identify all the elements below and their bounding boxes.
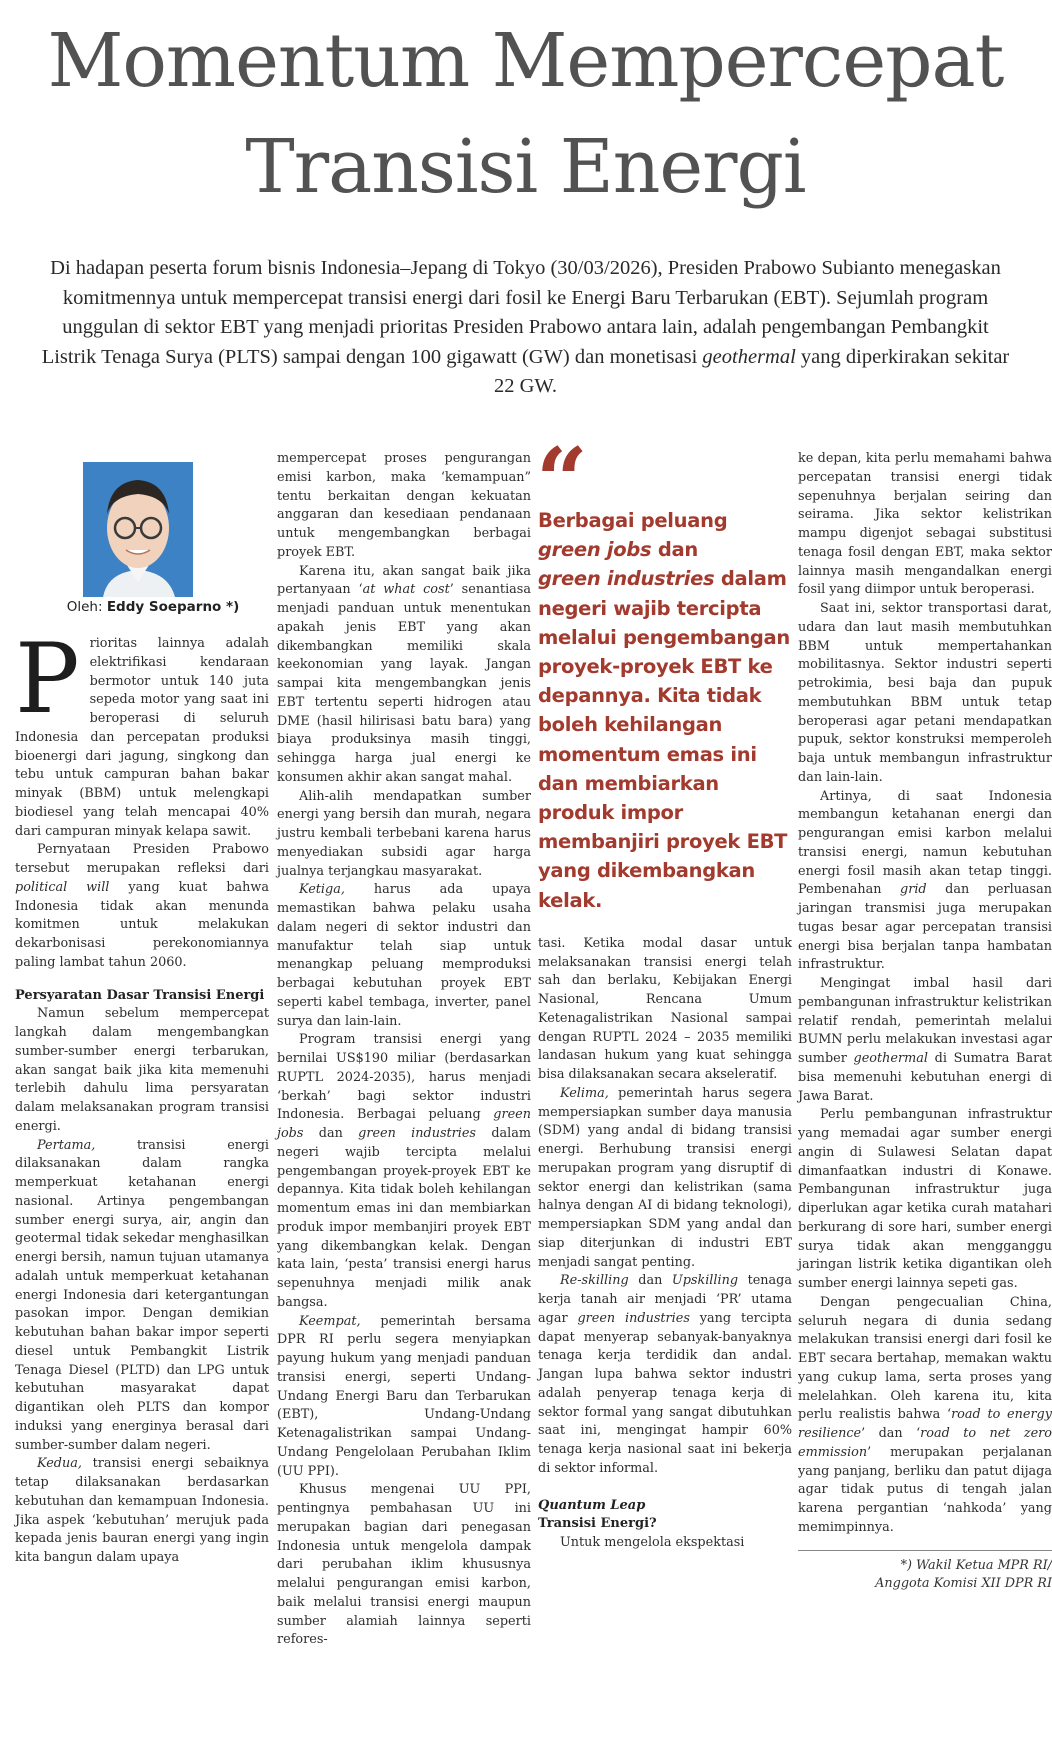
paragraph-continued: ke depan, kita perlu memahami bahwa percepatan transisi energi tidak sepenuhnya berjalan seiring dan seirama. Jika sektor kelistrikan mampu digenjot sebagai substitusi tenaga fosil dengan EBT, maka sektor lainnya masih mengandalkan energi fosil yang diimpor untuk beroperasi. [798,451,1052,598]
headline-line-2: Transisi Energi [245,124,806,210]
lede-text-end: yang diperkirakan sekitar 22 GW. [493,345,1010,397]
paragraph: Alih-alih mendapatkan sumber energi yang bersih dan murah, negara justru kembali terbebani karena harus menyediakan subsidi agar harga jualnya terjangkau masyarakat. [277,788,531,879]
paragraph: Perlu pembangunan infrastruktur yang memadai agar sumber energi angin di Sulawesi Selatan dapat dimanfaatkan industri di Konawe. Pembangunan infrastruktur juga diperlukan agar ketika curah matahari berkurang di sore hari, sumber energi surya tidak akan mengganggu jaringan listrik ketika digantikan oleh sumber energi lainnya sepeti gas. [798,1107,1052,1291]
paragraph: Artinya, di saat Indonesia membangun ketahanan energi dan pengurangan emisi karbon melalui transisi energi, namun kebutuhan energi fosil masih akan tetap tinggi. Pembenahan grid dan perluasan jaringan transmisi juga merupakan tugas besar agar percepatan transisi energi bisa berjalan tanpa hambatan infrastruktur. [798,788,1052,973]
quote-mark-icon: “ [536,428,588,534]
section-heading: Persyaratan Dasar Transisi Energi [15,987,265,1003]
author-photo [83,462,193,597]
article-lede [40,254,1011,402]
paragraph-continued: mempercepat proses pengurangan emisi karbon, maka ‘kemampuan” tentu berkaitan dengan kekuatan anggaran dan kesediaan pendanaan untuk mengembangkan berbagai proyek EBT. [277,451,531,560]
paragraph: Kedua, transisi energi sebaiknya tetap dilaksanakan berdasarkan kebutuhan dan kemampuan Indonesia. Jika aspek ‘kebutuhan’ merujuk pada kepada jenis bauran energi yang ingin kita bangun dalam upaya [15,1456,269,1565]
paragraph: Re-skilling dan Upskilling tenaga kerja tanah air menjadi ‘PR’ utama agar green industries yang tercipta dapat menyerap sebanyak-banyaknya tenaga kerja terdidik dan andal. Jangan lupa bahwa sektor industri adalah penyerap tenaga kerja di sektor formal yang sangat dibutuhkan saat ini, mengingat hampir 60% tenaga kerja nasional saat ini bekerja di sektor informal. [538,1273,793,1476]
paragraph: Ketiga, harus ada upaya memastikan bahwa pelaku usaha dalam negeri di sektor industri dan manufaktur telah siap untuk menangkap peluang memproduksi berbagai kebutuhan proyek EBT seperti kabel tembaga, inverter, panel surya dan lain-lain. [277,882,531,1029]
paragraph: Namun sebelum mempercepat langkah dalam mengembangkan sumber-sumber energi terbarukan, akan sangat baik jika kita memenuhi terlebih dahulu lima persyaratan dalam melaksanakan program transisi energi. [15,1006,269,1134]
paragraph: Keempat, pemerintah bersama DPR RI perlu segera menyiapkan payung hukum yang menjadi panduan transisi energi, seperti Undang-Undang Energi Baru dan Terbarukan (EBT), Undang-Undang Ketenagalistrikan sampai Undang-Undang Pengelolaan Perubahan Iklim (UU PPI). [277,1313,531,1479]
paragraph: Karena itu, akan sangat baik jika pertanyaan ‘at what cost’ senantiasa menjadi panduan untuk menentukan apakah jenis EBT yang akan dikembangkan memiliki skala keekonomian yang layak. Jangan sampai kita mengembangkan jenis EBT tertentu seperti hidrogen atau DME (hasil hilirisasi batu bara) yang biaya produksinya masih tinggi, sehingga harga jual energi ke konsumen akhir akan sangat mahal. [277,563,531,785]
paragraph: Untuk mengelola ekspektasi [560,1535,745,1551]
byline [15,597,269,617]
paragraph-continued: tasi. Ketika modal dasar untuk melaksanakan transisi energi telah sah dan berlaku, Kebijakan Energi Nasional, Rencana Umum Ketenagalistrikan Nasional sampai dengan RUPTL 2024 – 2035 memiliki landasan hukum yang kuat sehingga bisa dilaksanakan secara akseleratif. [538,935,792,1083]
author-name: Eddy Soeparno *) [106,599,240,615]
footnote-divider [798,1550,1052,1551]
article-column-3 [536,428,793,1553]
article-column-2 [277,450,531,1650]
article-column-4 [798,450,1052,1594]
drop-cap: P [15,623,80,735]
paragraph: Khusus mengenai UU PPI, pentingnya pembahasan UU ini merupakan bagian dari penegasan Indonesia untuk mengelola dampak dari perubahan iklim khususnya melalui pengurangan emisi karbon, baik melalui transisi energi maupun sumber alamiah lainnya seperti refores- [277,1482,531,1648]
author-portrait-icon [83,462,193,597]
paragraph: Saat ini, sektor transportasi darat, udara dan laut masih membutuhkan BBM untuk mempertahankan mobilitasnya. Sektor industri seperti petrokimia, besi baja dan pupuk membutuhkan BBM untuk tetap beroperasi agar petani mendapatkan pupuk, sektor konstruksi memperoleh baja untuk membangun infrastruktur dan lain-lain. [798,601,1052,785]
article-column-1 [15,450,269,1568]
section-heading: Quantum Leap Transisi Energi? [538,1497,657,1532]
paragraph: rioritas lainnya adalah elektrifikasi kendaraan bermotor untuk 140 juta sepeda motor yang saat ini beroperasi di seluruh Indonesia dan percepatan produksi bioenergi dari jagung, singkong dan tebu untuk campuran bahan bakar minyak (BBM) untuk melengkapi biodiesel yang telah mencapai 40% dari campuran minyak kelapa sawit. [15,636,269,839]
byline-prefix: Oleh: [66,599,103,615]
article-headline [0,8,1051,220]
pull-quote: Berbagai peluang green jobs dan green industries dalam negeri wajib tercipta melalui pengembangan proyek-proyek EBT ke depannya. Kita tidak boleh kehilangan momentum emas ini dan membiarkan produk impor membanjiri proyek EBT yang dikembangkan kelak. [538,509,790,912]
paragraph: Pertama, transisi energi dilaksanakan dalam rangka memperkuat ketahanan energi nasional. Artinya pengembangan sumber energi surya, air, angin dan geotermal tidak sekedar menghasilkan energi bersih, namun tujuan utamanya adalah untuk memperkuat ketahanan energi Indonesia dari ketergantungan pasokan impor. Dengan demikian kebutuhan bahan bakar impor seperti diesel untuk Pembangkit Listrik Tenaga Diesel (PLTD) dan LPG untuk kebutuhan masyarakat dapat digantikan oleh PLTS dan kompor induksi yang energinya berasal dari sumber-sumber dalam negeri. [15,1137,269,1453]
author-footnote: *) Wakil Ketua MPR RI/ Anggota Komisi XII DPR RI [875,1557,1052,1591]
headline-line-1: Momentum Mempercepat [47,18,1004,104]
paragraph: Mengingat imbal hasil dari pembangunan infrastruktur kelistrikan relatif rendah, pemerintah melalui BUMN perlu melakukan investasi agar sumber geothermal di Sumatra Barat bisa memenuhi kebutuhan energi di Jawa Barat. [798,976,1052,1104]
paragraph: Program transisi energi yang bernilai US$190 miliar (berdasarkan RUPTL 2024-2035), harus menjadi ‘berkah’ bagi sektor industri Indonesia. Berbagai peluang green jobs dan green industries dalam negeri wajib tercipta melalui pengembangan proyek-proyek EBT ke depannya. Kita tidak boleh kehilangan momentum emas ini dan membiarkan produk impor membanjiri proyek EBT yang dikembangkan kelak. Dengan kata lain, ‘pesta’ transisi energi harus sepenuhnya menjadi milik anak bangsa. [277,1032,532,1310]
paragraph: Kelima, pemerintah harus segera mempersiapkan sumber daya manusia (SDM) yang andal di bidang transisi energi. Berhubung transisi energi merupakan program yang disruptif di sektor energi dan kelistrikan (sama halnya dengan AI di bidang teknologi), mempersiapkan SDM yang andal dan siap diterjunkan di industri EBT menjadi sangat penting. [538,1085,792,1270]
lede-text: Di hadapan peserta forum bisnis Indonesia–Jepang di Tokyo (30/03/2026), Presiden Prabowo Subianto menegaskan komitmennya untuk mempercepat transisi energi dari fosil ke Energi Baru Terbarukan (EBT). Sejumlah program unggulan di sektor EBT yang menjadi prioritas Presiden Prabowo antara lain, adalah pengembangan Pembangkit Listrik Tenaga Surya (PLTS) sampai dengan 100 gigawatt (GW) dan monetisasi [41,257,1001,368]
paragraph: Pernyataan Presiden Prabowo tersebut merupakan refleksi dari political will yang kuat bahwa Indonesia tidak akan menunda komitmen untuk melakukan dekarbonisasi perekonomiannya paling lambat tahun 2060. [15,842,269,970]
lede-italic: geothermal [702,345,796,368]
paragraph: Dengan pengecualian China, seluruh negara di dunia sedang melakukan transisi energi dari fosil ke EBT secara bertahap, memakan waktu yang cukup lama, serta proses yang melelahkan. Oleh karena itu, kita perlu realistis bahwa ‘road to energy resilience’ dan ‘road to net zero emmission’ merupakan perjalanan yang panjang, berliku dan patut dijaga agar tidak putus di tengah jalan karena pergantian ‘nahkoda’ yang memimpinnya. [798,1294,1052,1535]
